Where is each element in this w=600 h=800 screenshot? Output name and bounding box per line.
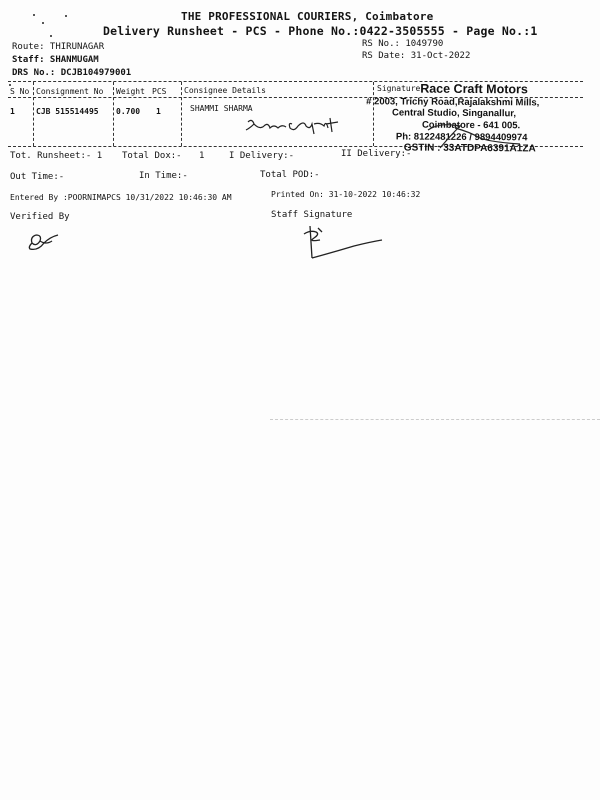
total-dox-label: Total Dox:- <box>122 151 182 161</box>
scan-artifact-line <box>270 419 600 420</box>
ii-delivery: II Delivery:- <box>341 149 412 159</box>
staff-signature-scribble <box>294 222 386 264</box>
drs-number: DRS No.: DCJB104979001 <box>12 68 132 78</box>
stamp-address-line2: Central Studio, Singanallur, <box>392 107 517 120</box>
col-header-consignment: Consignment No <box>36 87 104 96</box>
row-pcs: 1 <box>156 107 161 116</box>
stamp-company-name: Race Craft Motors <box>420 81 528 97</box>
col-header-pcs: PCS <box>152 87 167 96</box>
printed-on: Printed On: 31-10-2022 10:46:32 <box>271 190 421 199</box>
col-divider <box>113 82 114 146</box>
stamp-address-line3: Coimbatore - 641 005. <box>421 119 521 132</box>
stamp-gstin: GSTIN : 33ATDPA6391A1ZA <box>403 142 536 155</box>
col-divider <box>181 82 182 146</box>
scan-speck <box>42 22 44 24</box>
total-runsheet: Tot. Runsheet:- 1 <box>10 151 103 161</box>
total-dox-value: 1 <box>199 151 205 161</box>
receiver-signature-scribble <box>240 112 350 142</box>
i-delivery: I Delivery:- <box>229 151 295 161</box>
row-weight: 0.700 <box>116 107 141 116</box>
entered-by: Entered By :POORNIMAPCS 10/31/2022 10:46:30 AM <box>10 193 232 202</box>
col-header-weight: Weight <box>116 87 145 96</box>
stamp-signature-scribble <box>400 108 550 158</box>
scan-speck <box>33 14 35 16</box>
in-time: In Time:- <box>139 171 188 181</box>
col-divider <box>33 82 34 146</box>
runsheet-title: Delivery Runsheet - PCS - Phone No.:0422-3505555 - Page No.:1 <box>103 24 538 38</box>
stamp-phone: Ph: 8122481226 / 9894409974 <box>395 131 528 144</box>
rs-date: RS Date: 31-Oct-2022 <box>362 51 471 61</box>
total-pod: Total POD:- <box>260 170 320 180</box>
row-consignment: CJB 515514495 <box>36 107 99 116</box>
route-label: Route: THIRUNAGAR <box>12 42 105 52</box>
staff-signature-label: Staff Signature <box>271 210 353 220</box>
staff-label: Staff: SHANMUGAM <box>12 55 99 65</box>
verified-signature-scribble <box>22 225 72 255</box>
rs-number: RS No.: 1049790 <box>362 39 444 49</box>
stamp-address-line1: # 2003, Trichy Road,Rajalakshmi Mills, <box>366 96 540 109</box>
col-header-sno: S No <box>10 87 30 96</box>
col-header-signature: Signature <box>377 84 421 93</box>
out-time: Out Time:- <box>10 172 65 182</box>
row-sno: 1 <box>10 107 15 116</box>
scan-speck <box>50 35 52 37</box>
scan-speck <box>65 15 67 17</box>
verified-by-label: Verified By <box>10 212 70 222</box>
col-header-consignee: Consignee Details <box>184 86 266 95</box>
company-title: THE PROFESSIONAL COURIERS, Coimbatore <box>181 10 434 23</box>
row-consignee: SHAMMI SHARMA <box>190 104 253 113</box>
scan-speck <box>9 84 11 86</box>
